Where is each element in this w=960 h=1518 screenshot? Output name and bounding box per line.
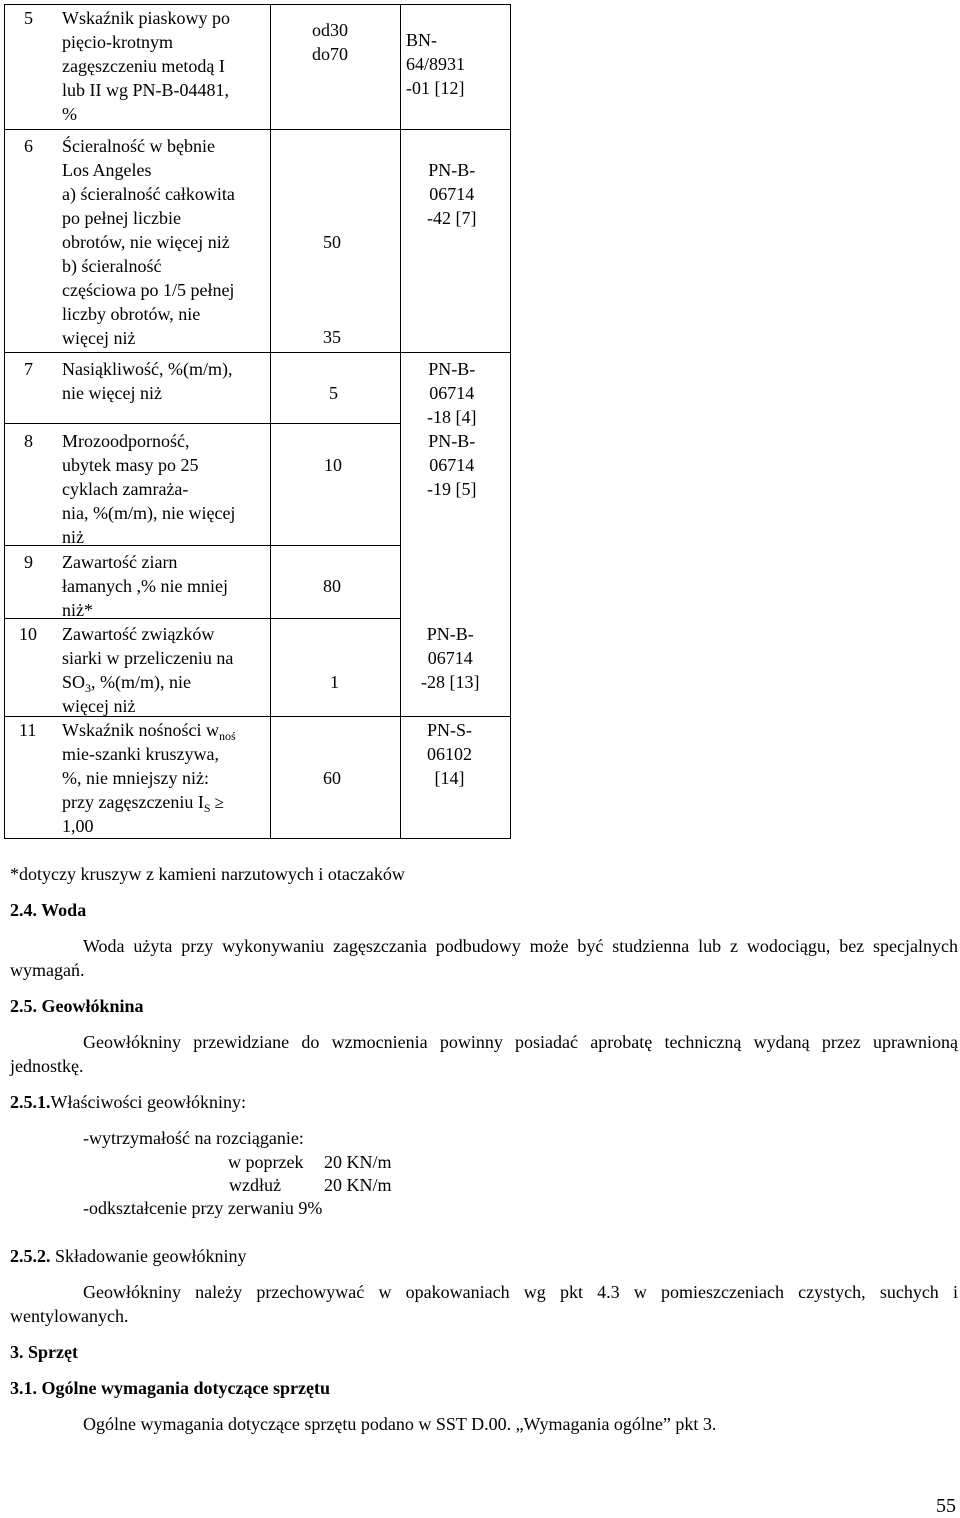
table-bottom-border (4, 838, 511, 839)
across-label: w poprzek (228, 1152, 304, 1172)
across-value: 20 KN/m (324, 1152, 392, 1172)
property-line: 1,00 (62, 816, 94, 836)
table-footnote: *dotyczy kruszyw z kamieni narzutowych i otaczaków (10, 864, 405, 884)
property-cell: Zawartość ziarn łamanych ,% nie mniej niż* (62, 552, 228, 620)
property-line: mie-szanki kruszywa, (62, 744, 219, 764)
tensile-strength-label: -wytrzymałość na rozciąganie: (83, 1128, 304, 1148)
row-separator (4, 352, 511, 353)
property-line: więcej niż (62, 696, 136, 716)
standard-cell: PN-S- 06102 [14] (427, 720, 473, 788)
section-2-5-paragraph: Geowłókniny przewidziane do wzmocnienia powinny posiadać aprobatę techniczną wydaną przez uprawnioną jednostkę. (10, 1032, 958, 1076)
section-heading-2-4: 2.4. Woda (10, 900, 87, 920)
along-label: wzdłuż (229, 1175, 281, 1195)
property-cell: Mrozoodporność, ubytek masy po 25 cyklach zamraża- nia, %(m/m), nie więcej niż (62, 431, 236, 547)
standard-cell: PN-B- 06714 -19 [5] (427, 431, 477, 499)
section-2-4-paragraph: Woda użyta przy wykonywaniu zagęszczania podbudowy może być studzienna lub z wodociągu, bez specjalnych wymagań. (10, 936, 958, 980)
section-heading-2-5-2: 2.5.2. Składowanie geowłókniny (10, 1246, 247, 1266)
value-cell-b: 35 (323, 327, 341, 347)
property-cell: Ścieralność w bębnie Los Angeles a) ścieralność całkowita po pełnej liczbie obrotów, nie więcej niż b) ścieralność częściowa po 1/5 pełnej liczby obrotów, nie więcej niż (62, 136, 235, 348)
property-line: siarki w przeliczeniu na (62, 648, 234, 668)
row-number: 9 (24, 552, 33, 572)
property-line: Zawartość związków (62, 624, 215, 644)
row-number: 5 (24, 8, 33, 28)
property-line: Wskaźnik nośności $w_{noś}$ (62, 720, 236, 743)
section-heading-3-1: 3.1. Ogólne wymagania dotyczące sprzętu (10, 1378, 330, 1398)
strain-at-break: -odkształcenie przy zerwaniu 9% (83, 1198, 323, 1218)
row-separator (4, 423, 401, 424)
property-line: %, nie mniejszy niż: (62, 768, 209, 788)
row-number: 10 (19, 624, 37, 644)
along-value: 20 KN/m (324, 1175, 392, 1195)
value-cell: 60 (323, 768, 341, 788)
value-cell: 1 (330, 672, 339, 692)
row-number: 11 (19, 720, 37, 740)
table-top-border (4, 4, 511, 5)
standard-cell: PN-B- 06714 -28 [13] (421, 624, 480, 692)
section-heading-2-5-1: 2.5.1.Właściwości geowłókniny: (10, 1092, 246, 1112)
value-cell: 5 (329, 383, 338, 403)
property-line: przy zagęszczeniu $I_S$ ≥ (62, 792, 224, 815)
standard-cell: PN-B- 06714 -42 [7] (427, 160, 477, 228)
row-number: 6 (24, 136, 33, 156)
value-cell: 10 (324, 455, 342, 475)
greater-equal-symbol: ≥ (214, 793, 224, 812)
standard-cell: PN-B- 06714 -18 [4] (427, 359, 477, 427)
section-heading-3: 3. Sprzęt (10, 1342, 78, 1362)
section-heading-2-5: 2.5. Geowłóknina (10, 996, 144, 1016)
row-separator (4, 129, 511, 130)
row-number: 7 (24, 359, 33, 379)
value-cell: 80 (323, 576, 341, 596)
page-number: 55 (936, 1495, 956, 1517)
row-number: 8 (24, 431, 33, 451)
property-line-so3: $SO_3$, %(m/m), nie (62, 672, 191, 695)
standard-cell: BN- 64/8931 -01 [12] (406, 30, 466, 98)
property-cell: Nasiąkliwość, %(m/m), nie więcej niż (62, 359, 233, 403)
value-cell: od30 do70 (312, 20, 348, 64)
value-cell-a: 50 (323, 232, 341, 252)
property-cell: Wskaźnik piaskowy po pięcio-krotnym zagęszczeniu metodą I lub II wg PN-B-04481, % (62, 8, 230, 124)
section-3-1-paragraph: Ogólne wymagania dotyczące sprzętu podano w SST D.00. „Wymagania ogólne” pkt 3. (83, 1414, 717, 1434)
section-2-5-2-paragraph: Geowłókniny należy przechowywać w opakowaniach wg pkt 4.3 w pomieszczeniach czystych, suchych i wentylowanych. (10, 1282, 958, 1326)
